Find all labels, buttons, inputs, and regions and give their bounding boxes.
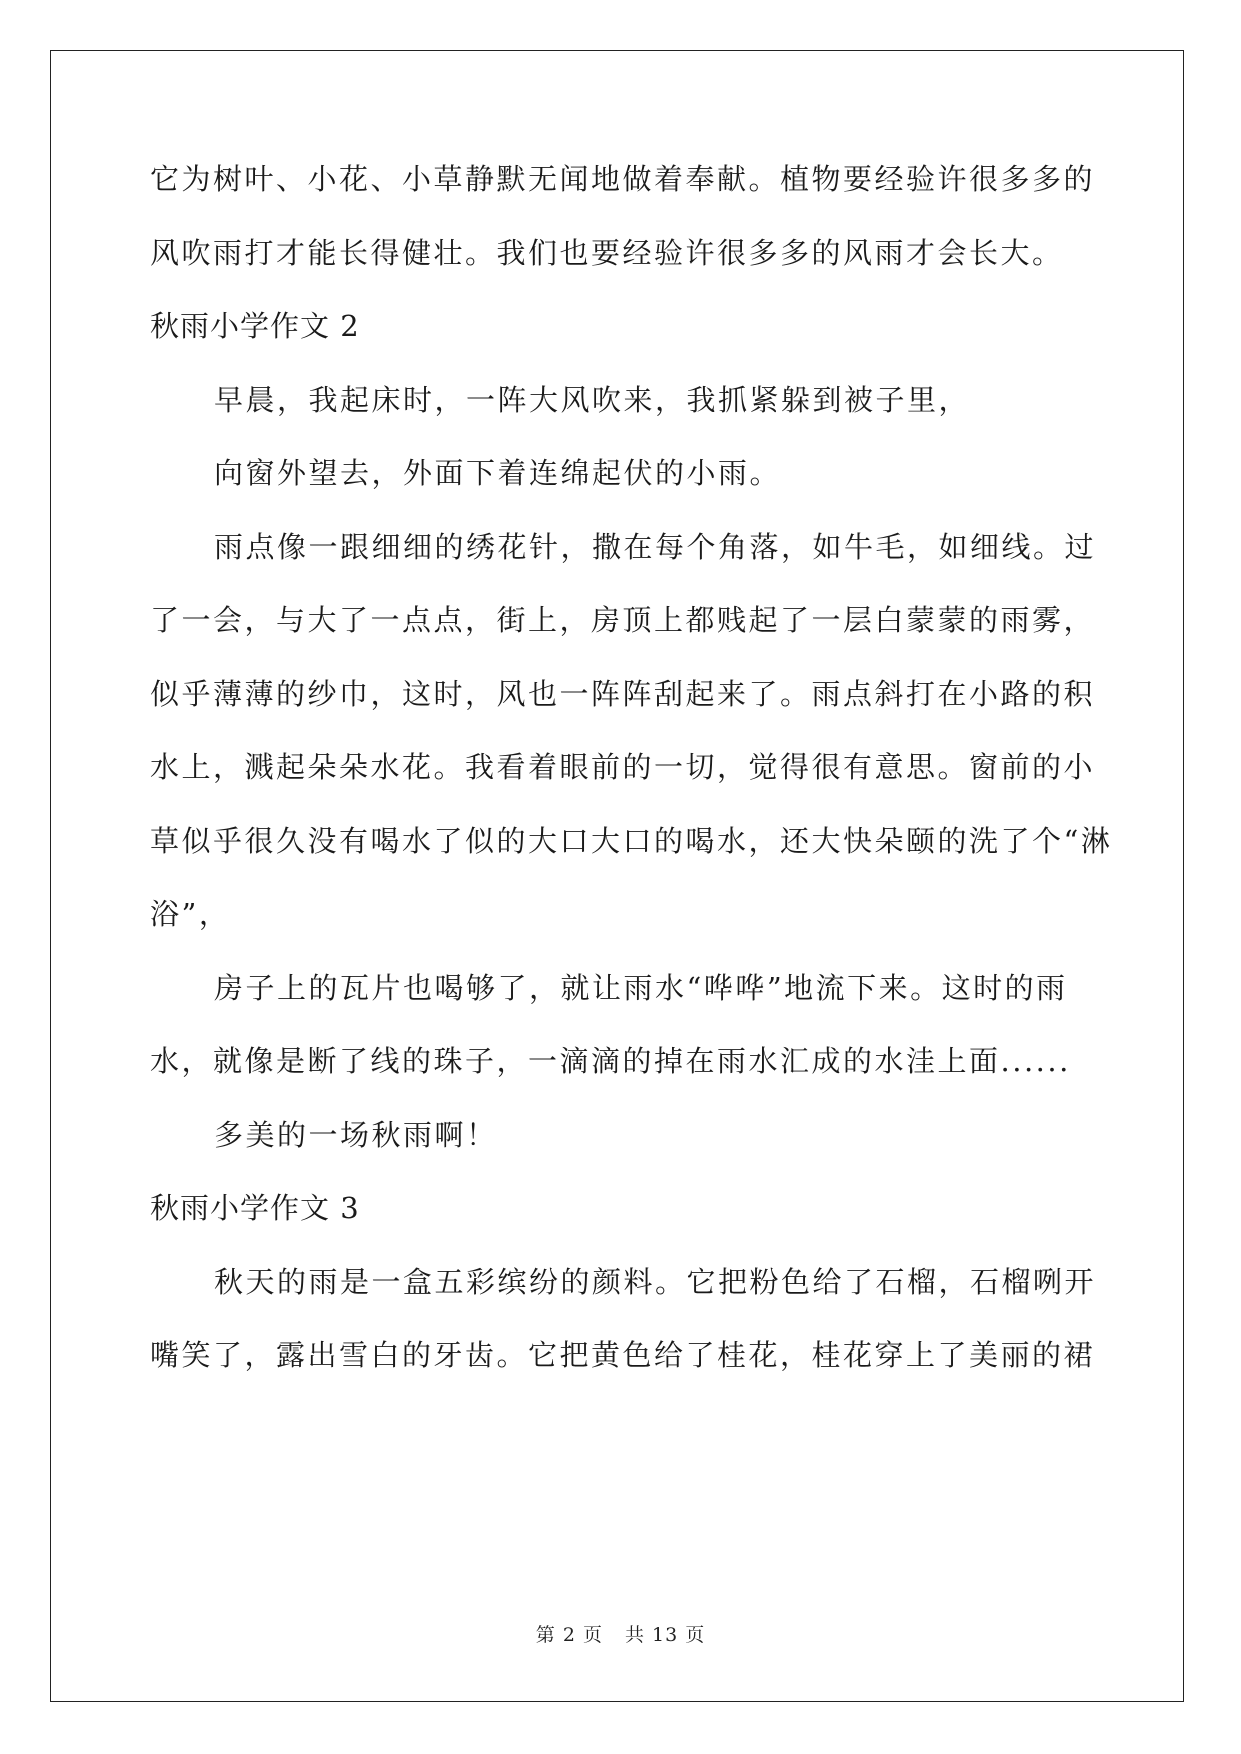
body-line: 秋天的雨是一盒五彩缤纷的颜料。它把粉色给了石榴，石榴咧开 <box>214 1265 1097 1299</box>
body-line: 了一会，与大了一点点，街上，房顶上都贱起了一层白蒙蒙的雨雾， <box>150 603 1096 637</box>
body-line: 房子上的瓦片也喝够了，就让雨水“哗哗”地流下来。这时的雨 <box>214 971 1068 1005</box>
body-line: 它为树叶、小花、小草静默无闻地做着奉献。植物要经验许很多多的 <box>150 162 1096 196</box>
body-line: 风吹雨打才能长得健壮。我们也要经验许很多多的风雨才会长大。 <box>150 236 1064 270</box>
section-heading: 秋雨小学作文 3 <box>150 1191 360 1225</box>
body-line: 似乎薄薄的纱巾，这时，风也一阵阵刮起来了。雨点斜打在小路的积 <box>150 677 1096 711</box>
section-heading: 秋雨小学作文 2 <box>150 309 360 343</box>
page-total: 共 13 页 <box>624 1624 706 1646</box>
page-number: 第 2 页 <box>535 1624 603 1646</box>
body-line: 早晨，我起床时，一阵大风吹来，我抓紧躲到被子里， <box>214 383 971 417</box>
page-border <box>50 50 1184 1702</box>
body-line: 草似乎很久没有喝水了似的大口大口的喝水，还大快朵颐的洗了个“淋 <box>150 824 1113 858</box>
body-line: 浴”， <box>150 897 231 931</box>
body-line: 向窗外望去，外面下着连绵起伏的小雨。 <box>214 456 782 490</box>
body-line: 水上，溅起朵朵水花。我看着眼前的一切，觉得很有意思。窗前的小 <box>150 750 1096 784</box>
body-line: 多美的一场秋雨啊！ <box>214 1118 498 1152</box>
body-line: 水，就像是断了线的珠子，一滴滴的掉在雨水汇成的水洼上面...... <box>150 1044 1071 1078</box>
page-footer <box>0 1620 1241 1647</box>
body-line: 嘴笑了，露出雪白的牙齿。它把黄色给了桂花，桂花穿上了美丽的裙 <box>150 1338 1096 1372</box>
body-line: 雨点像一跟细细的绣花针，撒在每个角落，如牛毛，如细线。过 <box>214 530 1097 564</box>
